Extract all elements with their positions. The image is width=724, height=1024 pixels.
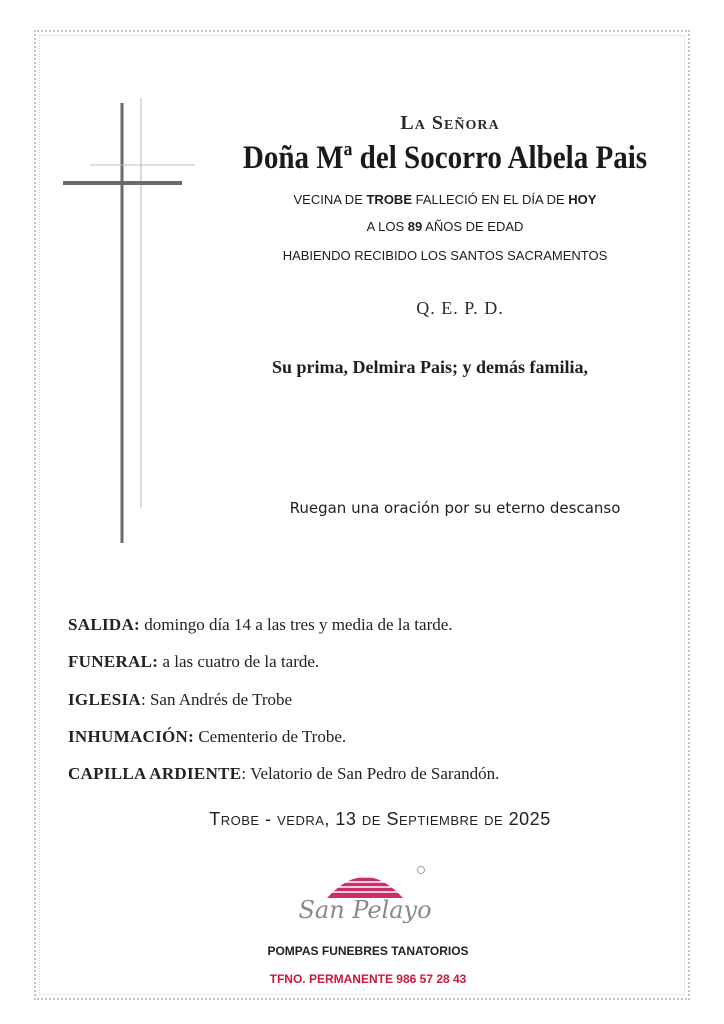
cross-icon bbox=[55, 98, 205, 548]
info-funeral: FUNERAL: a las cuatro de la tarde. bbox=[68, 652, 320, 671]
honorific-title: La Señora bbox=[400, 112, 500, 134]
qepd: Q. E. P. D. bbox=[416, 298, 504, 318]
company-name: POMPAS FUNEBRES TANATORIOS bbox=[267, 944, 469, 958]
san-pelayo-logo bbox=[295, 858, 435, 940]
prayer-line: Ruegan una oración por su eterno descanso bbox=[289, 499, 621, 517]
residence-line: VECINA DE TROBE FALLECIÓ EN EL DÍA DE HOY bbox=[293, 192, 597, 207]
family-line: Su prima, Delmira Pais; y demás familia, bbox=[272, 357, 588, 377]
age-line: A LOS 89 AÑOS DE EDAD bbox=[366, 219, 524, 234]
sacraments-line: HABIENDO RECIBIDO LOS SANTOS SACRAMENTOS bbox=[282, 248, 608, 263]
svg-text:San Pelayo: San Pelayo bbox=[298, 896, 432, 924]
phone-line: TFNO. PERMANENTE 986 57 28 43 bbox=[269, 972, 467, 986]
info-capilla: CAPILLA ARDIENTE: Velatorio de San Pedro de Sarandón. bbox=[68, 764, 500, 783]
info-iglesia: IGLESIA: San Andrés de Trobe bbox=[68, 690, 293, 709]
info-salida: SALIDA: domingo día 14 a las tres y media de la tarde. bbox=[68, 615, 453, 634]
info-inhumacion: INHUMACIÓN: Cementerio de Trobe. bbox=[68, 727, 347, 746]
deceased-name: Doña Mª del Socorro Albela Pais bbox=[242, 140, 648, 176]
place-date: Trobe - vedra, 13 de Septiembre de 2025 bbox=[209, 809, 551, 829]
